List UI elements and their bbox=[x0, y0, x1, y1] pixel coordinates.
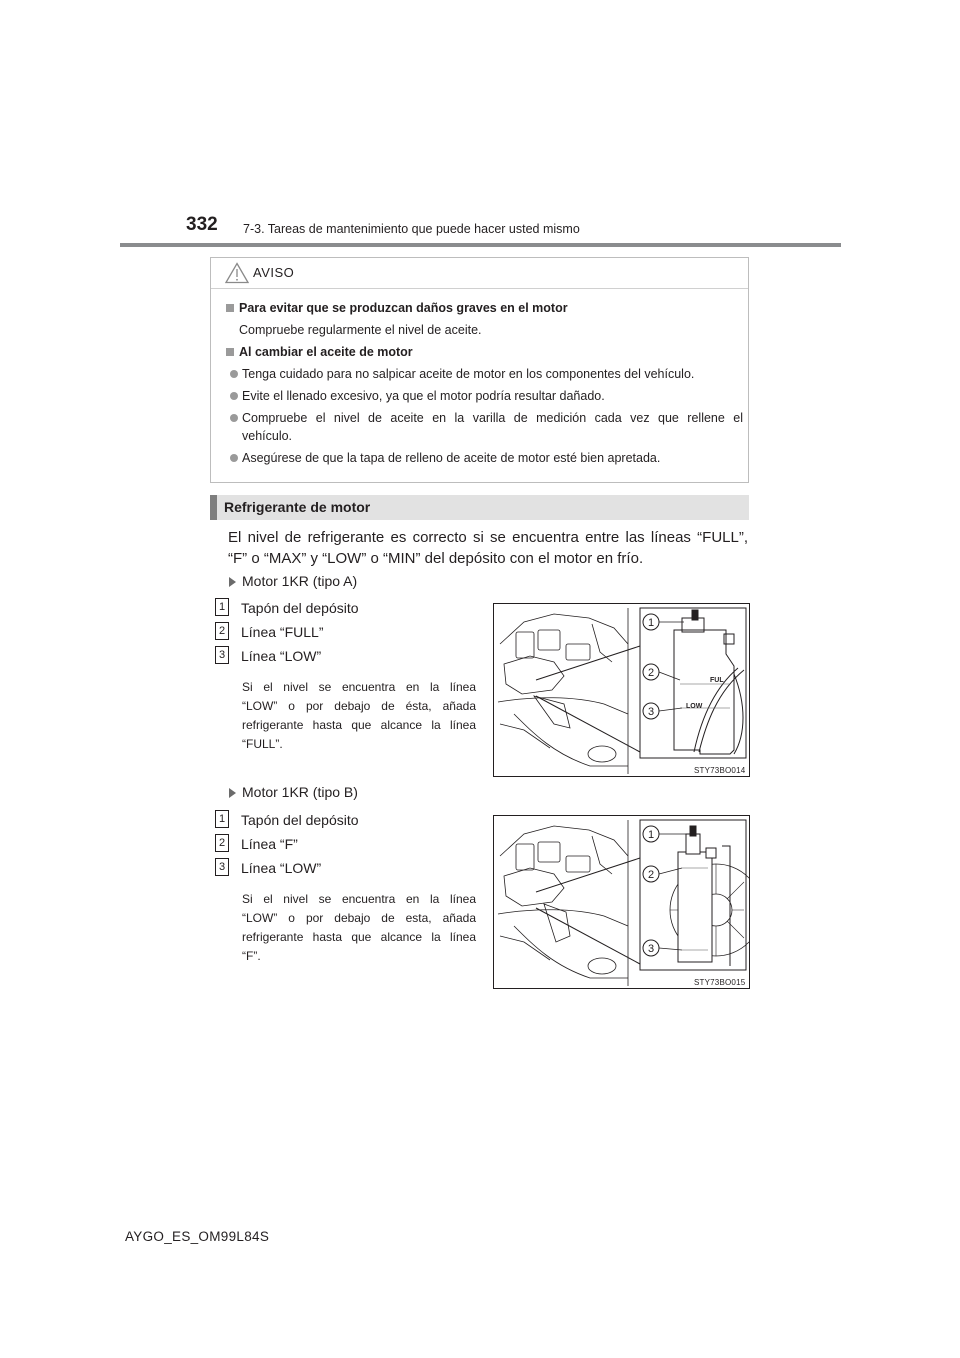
section-accent bbox=[210, 495, 217, 520]
callout-2: 2 bbox=[647, 869, 655, 881]
note-line: “LOW” o por debajo de ésta, añada bbox=[242, 699, 476, 713]
warning-bullet: Tenga cuidado para no salpicar aceite de motor en los componentes del vehículo. bbox=[242, 367, 695, 381]
round-bullet-icon bbox=[230, 454, 238, 462]
callout-1: 1 bbox=[647, 829, 655, 841]
item-label: Línea “LOW” bbox=[241, 648, 322, 664]
note-line: Si el nivel se encuentra en la línea bbox=[242, 680, 476, 694]
figure-tank-type-b bbox=[493, 815, 750, 989]
callout-1: 1 bbox=[647, 617, 655, 629]
callout-3: 3 bbox=[647, 706, 655, 718]
warning-triangle-icon bbox=[225, 262, 249, 284]
callout-2: 2 bbox=[647, 667, 655, 679]
item-label: Tapón del depósito bbox=[241, 812, 359, 828]
intro-paragraph: El nivel de refrigerante es correcto si se encuentra entre las líneas “FULL”, bbox=[228, 529, 748, 546]
variant-title: Motor 1KR (tipo B) bbox=[242, 784, 358, 800]
item-number: 1 bbox=[215, 810, 229, 828]
square-bullet-icon bbox=[226, 304, 234, 312]
document-code: AYGO_ES_OM99L84S bbox=[125, 1229, 270, 1244]
item-number: 3 bbox=[215, 646, 229, 664]
item-number: 1 bbox=[215, 598, 229, 616]
note-line: Si el nivel se encuentra en la línea bbox=[242, 892, 476, 906]
header-rule bbox=[120, 243, 841, 247]
callout-3: 3 bbox=[647, 943, 655, 955]
chapter-title: 7-3. Tareas de mantenimiento que puede hacer usted mismo bbox=[243, 222, 580, 236]
note-line: refrigerante hasta que alcance la línea bbox=[242, 718, 476, 732]
warning-bullet: Compruebe el nivel de aceite en la varilla de medición cada vez que rellene el bbox=[242, 411, 743, 425]
arrow-right-icon bbox=[229, 577, 236, 587]
round-bullet-icon bbox=[230, 414, 238, 422]
item-label: Línea “FULL” bbox=[241, 624, 324, 640]
item-number: 2 bbox=[215, 834, 229, 852]
note-line: “F”. bbox=[242, 949, 261, 963]
item-label: Línea “LOW” bbox=[241, 860, 322, 876]
round-bullet-icon bbox=[230, 370, 238, 378]
note-line: “LOW” o por debajo de esta, añada bbox=[242, 911, 476, 925]
item-label: Línea “F” bbox=[241, 836, 298, 852]
warning-bullet-continuation: vehículo. bbox=[242, 429, 293, 443]
arrow-right-icon bbox=[229, 788, 236, 798]
warning-section-title: Para evitar que se produzcan daños graves en el motor bbox=[239, 301, 568, 315]
item-label: Tapón del depósito bbox=[241, 600, 359, 616]
figure-code: STY73BO015 bbox=[694, 978, 746, 987]
item-number: 3 bbox=[215, 858, 229, 876]
square-bullet-icon bbox=[226, 348, 234, 356]
figure-code: STY73BO014 bbox=[694, 766, 746, 775]
warning-bullet: Evite el llenado excesivo, ya que el motor podría resultar dañado. bbox=[242, 389, 605, 403]
warning-bullet: Asegúrese de que la tapa de relleno de aceite de motor esté bien apretada. bbox=[242, 451, 661, 465]
engine-bay-illustration bbox=[494, 816, 750, 989]
item-number: 2 bbox=[215, 622, 229, 640]
engine-bay-illustration bbox=[494, 604, 750, 777]
tank-mark-full: FUL bbox=[710, 677, 724, 684]
figure-tank-type-a bbox=[493, 603, 750, 777]
tank-mark-low: LOW bbox=[686, 703, 703, 710]
warning-box bbox=[210, 257, 749, 483]
variant-title: Motor 1KR (tipo A) bbox=[242, 573, 358, 589]
warning-text: Compruebe regularmente el nivel de aceite. bbox=[239, 323, 482, 337]
intro-paragraph-continuation: “F” o “MAX” y “LOW” o “MIN” del depósito con el motor en frío. bbox=[228, 550, 644, 567]
note-line: refrigerante hasta que alcance la línea bbox=[242, 930, 476, 944]
warning-header bbox=[211, 258, 748, 289]
section-title: Refrigerante de motor bbox=[224, 499, 371, 515]
note-line: “FULL”. bbox=[242, 737, 283, 751]
page-number: 332 bbox=[186, 214, 218, 235]
warning-section-title: Al cambiar el aceite de motor bbox=[239, 345, 413, 359]
section-heading bbox=[210, 495, 749, 520]
round-bullet-icon bbox=[230, 392, 238, 400]
warning-label: AVISO bbox=[253, 265, 295, 280]
